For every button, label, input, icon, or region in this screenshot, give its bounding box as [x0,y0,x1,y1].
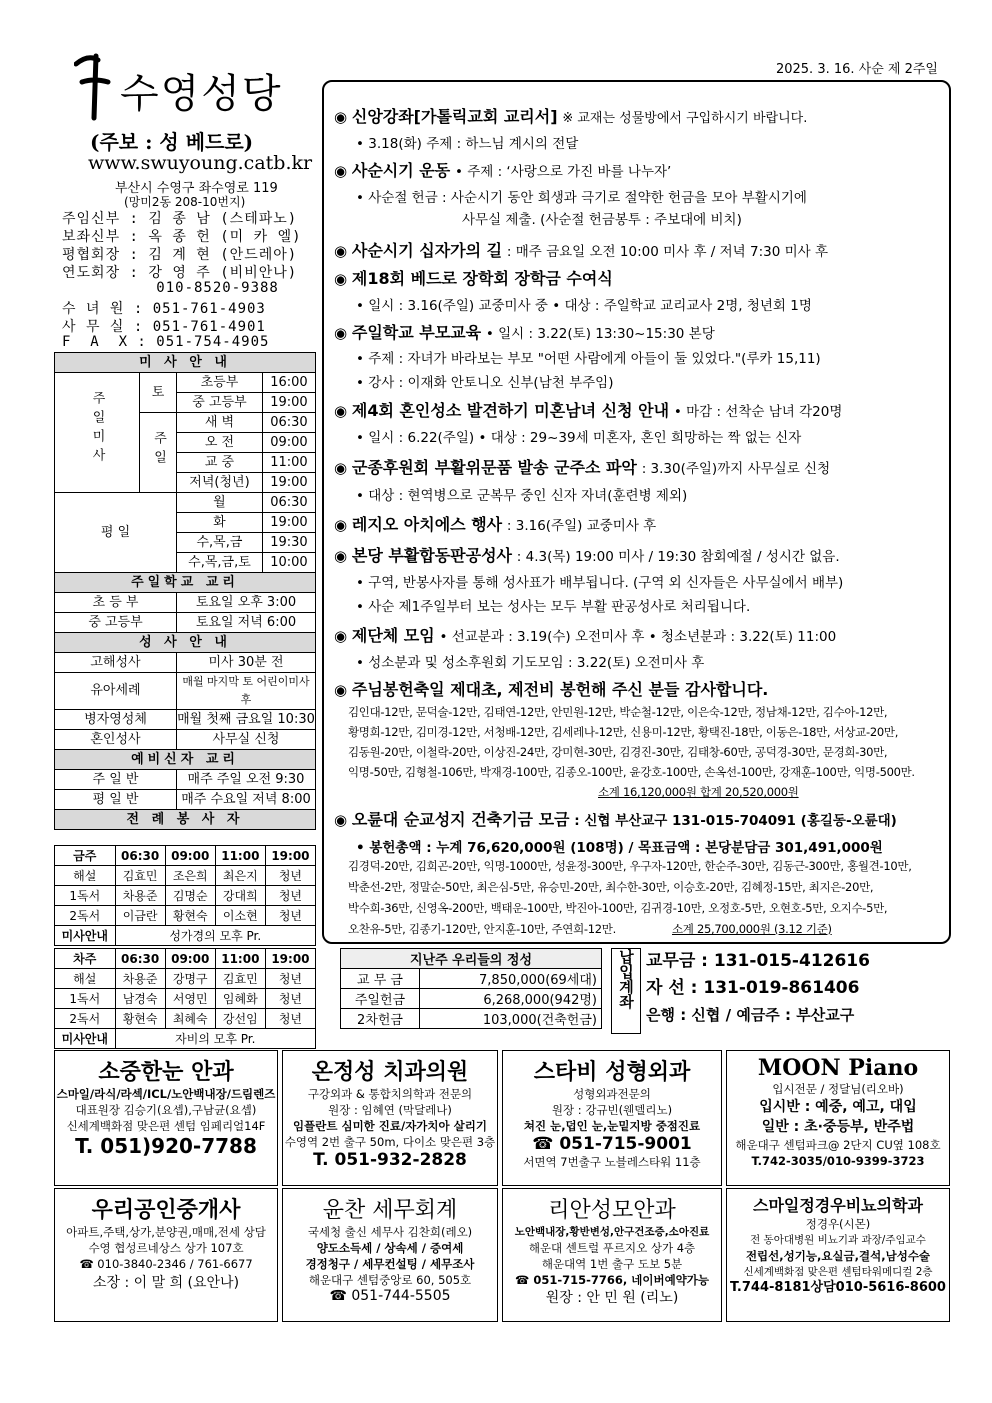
ad-line: 성형외과전문의 [573,1087,651,1101]
server-cell: 해설 [55,969,116,989]
mass-time: 06:30 [262,413,315,433]
ad-title: 소중한눈 안과 [98,1060,234,1085]
server-cell: 차주 [55,949,116,969]
server-cell: 강명구 [165,969,215,989]
ad-line: 양도소득세 / 상속세 / 증여세 [316,1241,464,1255]
ad-eye-clinic-2[interactable] [502,1188,722,1322]
server-cell: 청년 [265,886,315,906]
server-cell: 청년 [265,969,315,989]
server-cell: 이소현 [215,906,265,926]
sacrament-name: 고해성사 [55,653,177,673]
class-name: 초 등 부 [55,593,177,613]
ad-line: 원장 : 강규빈(웬델리노) [551,1103,673,1117]
announcement-detail: • 강사 : 이재화 안토니오 신부(남천 부주임) [356,375,614,391]
announcement: ◉ 신앙강좌[가톨릭교회 교리서] ※ 교재는 성물방에서 구입하시기 바랍니다. [334,107,808,126]
announcement-detail: • 일시 : 6.22(주일) • 대상 : 29~39세 미혼자, 혼인 희망하는 짝 없는 신자 [356,430,802,446]
ad-urology[interactable] [726,1188,950,1322]
announcement-detail: • 구역, 반봉사자를 통해 성사표가 배부됩니다. (구역 외 신자들은 사무실에서 배부) [356,575,844,591]
announcement: ◉ 주님봉헌축일 제대초, 제전비 봉헌해 주신 분들 감사합니다. [334,680,769,699]
mass-time: 09:00 [262,433,315,453]
donation-subtotal: 소계 16,120,000원 합계 20,520,000원 [598,785,799,799]
announcement: ◉ 레지오 아치에스 행사 : 3.16(주일) 교중미사 후 [334,515,657,534]
offering-name: 2차헌금 [341,1009,420,1029]
announcement-detail: • 성소분과 및 성소후원회 기도모임 : 3.22(토) 오전미사 후 [356,655,705,671]
class-name: 평 일 반 [55,790,177,810]
ad-line: 해운대구 센텀중앙로 60, 505호 [308,1273,472,1287]
server-cell: 1독서 [55,886,116,906]
donor-list-line: 오찬유-5만, 김종기-120만, 안지훈-10만, 주연희-12만. [348,922,616,936]
mass-time: 11:00 [262,453,315,473]
class-name: 주 일 반 [55,770,177,790]
mass-time: 10:00 [262,553,315,573]
ad-line: ☎ 051-715-7766, 네이버예약가능 [514,1273,710,1287]
announcement-detail: 사무실 제출. (사순절 헌금봉투 : 주보대에 비치) [462,212,742,228]
ad-line: 소장 : 이 말 희 (요안나) [92,1275,240,1291]
donor-list-line: 김인대-12만, 문덕술-12만, 김태연-12만, 안민원-12만, 박순철-12만, 이은숙-12만, 정남채-12만, 김수아-12만, [348,705,888,719]
sacrament-time: 미사 30분 전 [177,653,316,673]
ad-line: 임플란트 심미한 진료/자가치아 살리기 [293,1119,487,1133]
ad-line: 대표원장 김승기(요셉),구남균(요셉) [75,1103,257,1117]
sunday-school-title: 주일학교 교리 [55,573,316,593]
sacrament-name: 유아세례 [55,673,177,710]
ad-line: 전립선,성기능,요실금,결석,남성수술 [745,1249,931,1263]
server-cell: 이금란 [115,906,165,926]
donor-list-line: 김동원-20만, 이철락-20만, 이상진-24만, 강미현-30만, 김경진-30만, 김태창-60만, 공덕경-30만, 문경희-30만, [348,745,888,759]
announcement: ◉ 오륜대 순교성지 건축기금 모금 : 신협 부산교구 131-015-704091 (홍길동-오륜대) [334,810,897,829]
announcement-detail: • 일시 : 3.16(주일) 교중미사 중 • 대상 : 주일학교 교리교사 2명, 청년회 1명 [356,298,812,314]
ad-phone: T.744-8181상담010-5616-8600 [730,1280,946,1295]
server-cell: 미사안내 [55,926,116,946]
mass-name: 교 중 [177,453,263,473]
server-cell: 최은지 [215,866,265,886]
announcement-detail: • 사순절 헌금 : 사순시기 동안 희생과 극기로 절약한 헌금을 모아 부활시기에 [356,190,807,206]
server-cell: 자비의 모후 Pr. [115,1029,315,1049]
mass-name: 화 [177,513,263,533]
ad-plastic-surgery[interactable] [502,1050,722,1186]
ad-line: 신세계백화점 맞은편 센텀타워메디컬 2층 [743,1266,933,1278]
donor-list-line: 김경덕-20만, 김희곤-20만, 익명-1000만, 성윤정-300만, 우구자-120만, 한순주-30만, 김동근-300만, 홍월견-10만, [348,859,912,873]
offering-name: 교 무 금 [341,969,420,989]
server-cell: 청년 [265,866,315,886]
mass-name: 오 전 [177,433,263,453]
ad-line: 일반 : 초·중등부, 반주법 [761,1119,915,1135]
server-cell: 차용준 [115,886,165,906]
staff-line: 사 무 실 : 051-761-4901 [62,319,266,335]
class-time: 토요일 오후 3:00 [177,593,316,613]
announcement: ◉ 사순시기 운동 • 주제 : ‘사랑으로 가진 바를 나누자’ [334,161,672,180]
offering-amount: 7,850,000(69세대) [420,969,602,989]
server-cell: 성가경의 모후 Pr. [115,926,315,946]
ad-title: 스타비 성형외과 [533,1060,691,1085]
sacrament-time: 사무실 신청 [177,730,316,750]
staff-line: 수 녀 원 : 051-761-4903 [62,301,266,317]
server-cell: 서영민 [165,989,215,1009]
server-cell: 2독서 [55,1009,116,1029]
sacraments-title: 성 사 안 내 [55,633,316,653]
donor-list-line: 황명희-12만, 김미경-12만, 서청배-12만, 김세레나-12만, 신용미-12만, 황택진-18만, 이동은-18만, 서상교-20만, [348,725,899,739]
ad-line: 아파트,주택,상가,분양권,매매,전세 상담 [66,1225,266,1239]
server-cell: 김효민 [115,866,165,886]
weekday-label: 평 일 [55,493,177,573]
ad-eye-clinic[interactable] [54,1050,278,1186]
server-cell: 09:00 [165,949,215,969]
ad-phone: T. 051)920-7788 [75,1134,257,1158]
server-cell: 1독서 [55,989,116,1009]
ad-line: 정경우(시몬) [805,1217,871,1231]
mass-name: 저녁(청년) [177,473,263,493]
ad-title: 윤찬 세무회계 [322,1198,458,1223]
ad-phone: T.742-3035/010-9399-3723 [751,1154,925,1168]
mass-time: 16:00 [262,373,315,393]
announcement: ◉ 본당 부활합동판공성사 : 4.3(목) 19:00 미사 / 19:30 참회예절 / 성시간 없음. [334,546,840,565]
staff-line: 보좌신부 : 옥 종 헌 (미 카 엘) [62,229,302,245]
website-link[interactable]: www.swuyoung.catb.kr [88,152,313,174]
mass-time: 19:30 [262,533,315,553]
server-cell: 미사안내 [55,1029,116,1049]
account-label: 납입계좌 [611,948,641,1034]
servers-title: 전 례 봉 사 자 [55,810,316,830]
account-line: 자 선 : 131-019-861406 [646,978,860,998]
sacrament-name: 병자영성체 [55,710,177,730]
offering-title: 지난주 우리들의 정성 [341,949,602,969]
ad-line: 전 동아대병원 비뇨기과 과장/주임교수 [750,1234,926,1246]
staff-line: 010-8520-9388 [62,280,279,296]
server-cell: 남경숙 [115,989,165,1009]
ad-line: 원장 : 임혜연 (막달레나) [328,1103,452,1117]
mass-name: 월 [177,493,263,513]
ad-title: 리안성모안과 [548,1198,676,1223]
parish-logo-text: 수영성당 [120,71,283,117]
ad-line: 입시전문 / 정달님(리오바) [772,1082,904,1096]
bulletin-name: (주보 : 성 베드로) [90,130,254,154]
ad-line: 신세계백화점 맞은편 센텀 임페리얼14F [66,1119,266,1133]
address-detail: (망미2동 208-10번지) [124,195,246,209]
ad-line: 서면역 7번출구 노블레스타워 11층 [523,1155,701,1169]
class-time: 매주 수요일 저녁 8:00 [177,790,316,810]
mass-name: 중 고등부 [177,393,263,413]
ad-phone: ☎ 051-715-9001 [532,1134,692,1154]
announcement-detail: • 사순 제1주일부터 보는 성사는 모두 부활 판공성사로 처리됩니다. [356,599,751,615]
ad-line: 해운대구 센텀파크@ 2단지 CU옆 108호 [735,1138,941,1152]
mass-name: 초등부 [177,373,263,393]
server-cell: 강선임 [215,1009,265,1029]
donor-list-line: 박수희-36만, 신영옥-200만, 백태운-100만, 박진아-100만, 김귀경-10만, 오정호-5만, 오현호-5만, 오지수-5만, [348,901,888,915]
staff-line: 연도회장 : 강 영 주 (비비안나) [62,265,298,281]
class-time: 매주 주일 오전 9:30 [177,770,316,790]
ad-line: 구강외과 & 통합치의학과 전문의 [307,1087,473,1101]
donation-subtotal: 소계 25,700,000원 (3.12 기준) [672,922,832,936]
staff-line: 주임신부 : 김 종 남 (스테파노) [62,211,298,227]
account-list [646,948,922,1032]
mass-title: 미 사 안 내 [55,353,316,373]
ad-line: 노안백내장,황반변성,안구건조증,소아진료 [514,1226,710,1238]
server-cell: 김효민 [215,969,265,989]
ad-line: ☎ 010-3840-2346 / 761-6677 [79,1257,253,1271]
ad-title: 온정성 치과의원 [311,1060,469,1085]
offering-name: 주일헌금 [341,989,420,1009]
server-cell: 김명순 [165,886,215,906]
server-cell: 19:00 [265,949,315,969]
announcement-detail: • 주제 : 자녀가 바라보는 부모 "어떤 사람에게 아들이 둘 있었다."(루카 15,11) [356,351,821,367]
ad-line: 수영 협성르네상스 상가 107호 [88,1241,244,1255]
server-cell: 조은희 [165,866,215,886]
announcement: ◉ 주일학교 부모교육 • 일시 : 3.22(토) 13:30~15:30 본당 [334,323,715,342]
server-cell: 06:30 [115,949,165,969]
mass-time: 06:30 [262,493,315,513]
donor-list-line: 익명-50만, 김형철-106만, 박재경-100만, 김종오-100만, 윤강호-100만, 손옥선-100만, 강재훈-100만, 익명-500만. [348,765,915,779]
ad-title: 우리공인중개사 [91,1197,241,1223]
server-cell: 청년 [265,989,315,1009]
saturday-label: 토 [140,373,177,413]
class-name: 중 고등부 [55,613,177,633]
sacrament-name: 혼인성사 [55,730,177,750]
staff-line: F A X : 051-754-4905 [62,334,270,350]
announcement: ◉ 사순시기 십자가의 길 : 매주 금요일 오전 10:00 미사 후 / 저녁 7:30 미사 후 [334,241,829,260]
ad-line: 해운대역 1번 출구 도보 5분 [541,1257,683,1271]
announcement: ◉ 제단체 모임 • 선교분과 : 3.19(수) 오전미사 후 • 청소년분과 : 3.22(토) 11:00 [334,626,837,645]
server-cell: 최혜숙 [165,1009,215,1029]
catechumen-title: 예비신자 교리 [55,750,316,770]
mass-name: 수,목,금,토 [177,553,263,573]
issue-date: 2025. 3. 16. 사순 제 2주일 [775,62,938,77]
announcement: ◉ 제18회 베드로 장학회 장학금 수여식 [334,269,613,288]
ad-line: 경정청구 / 세무컨설팅 / 세무조사 [305,1257,475,1271]
ad-line: 스마일/라식/라섹/ICL/노안백내장/드림렌즈 [56,1087,276,1101]
server-cell: 청년 [265,906,315,926]
sunday-label: 주일 [140,413,177,493]
offering-amount: 103,000(건축헌금) [420,1009,602,1029]
church-logo-icon [74,52,112,122]
ad-line: 수영역 2번 출구 50m, 다이소 맞은편 3층 [284,1135,496,1149]
server-cell: 11:00 [215,846,265,866]
server-cell: 청년 [265,1009,315,1029]
mass-time: 19:00 [262,513,315,533]
class-time: 토요일 저녁 6:00 [177,613,316,633]
announcement-detail: • 3.18(화) 주제 : 하느님 계시의 전달 [356,136,579,152]
sacrament-time: 매월 마지막 토 어린이미사 후 [177,673,316,710]
address: 부산시 수영구 좌수영로 119 [115,181,278,196]
mass-time: 19:00 [262,473,315,493]
server-cell: 해설 [55,866,116,886]
staff-line: 평협회장 : 김 계 현 (안드레아) [62,247,298,263]
server-cell: 09:00 [165,846,215,866]
server-cell: 금주 [55,846,116,866]
mass-name: 새 벽 [177,413,263,433]
ad-title: 스마일정경우비뇨의학과 [752,1196,924,1215]
server-cell: 06:30 [115,846,165,866]
account-line: 은행 : 신협 / 예금주 : 부산교구 [646,1006,855,1024]
server-cell: 임혜화 [215,989,265,1009]
ad-line: 입시반 : 예중, 예고, 대입 [759,1099,917,1115]
server-cell: 강대희 [215,886,265,906]
ad-piano[interactable] [726,1050,950,1186]
ad-line: 쳐진 눈,덥인 눈,눈밑지방 중점진료 [523,1119,701,1133]
server-cell: 19:00 [265,846,315,866]
announcement: ◉ 제4회 혼인성소 발견하기 미혼남녀 신청 안내 • 마감 : 선착순 남녀 각20명 [334,401,843,420]
server-cell: 차용준 [115,969,165,989]
ad-title: MOON Piano [757,1055,919,1081]
announcement: ◉ 군종후원회 부활위문품 발송 군주소 파악 : 3.30(주일)까지 사무실로 신청 [334,458,831,477]
sacrament-time: 매월 첫째 금요일 10:30 [177,710,316,730]
ad-phone: T. 051-932-2828 [313,1150,467,1170]
servers-table-next-week [54,948,316,1049]
ad-line: 원장 : 안 민 원 (리노) [545,1290,679,1306]
ad-tax-office[interactable] [282,1188,498,1322]
sunday-mass-label: 주일미사 [55,373,140,493]
offering-amount: 6,268,000(942명) [420,989,602,1009]
mass-time: 19:00 [262,393,315,413]
ad-phone: ☎ 051-744-5505 [329,1288,451,1304]
announcement-detail: • 봉헌총액 : 누계 76,620,000원 (108명) / 목표금액 : 본당분담금 301,491,000원 [356,840,883,856]
account-line: 교무금 : 131-015-412616 [646,951,870,971]
donor-list-line: 박춘선-2만, 정말순-50만, 최은심-5만, 유승민-20만, 최수한-30만, 이승호-20만, 김혜정-15만, 최지은-20만, [348,880,874,894]
announcement-detail: • 대상 : 현역병으로 군복무 중인 신자 자녀(훈련병 제외) [356,488,688,504]
offering-table [340,948,606,1032]
ad-line: 해운대 센트럴 푸르지오 상가 4층 [528,1241,696,1255]
servers-table-this-week [54,845,316,946]
server-cell: 황현숙 [115,1009,165,1029]
schedule-table [54,352,316,830]
mass-name: 수,목,금 [177,533,263,553]
ad-dental-clinic[interactable] [282,1050,498,1186]
ad-line: 국세청 출신 세무사 김찬희(레오) [307,1225,473,1239]
server-cell: 2독서 [55,906,116,926]
server-cell: 황현숙 [165,906,215,926]
server-cell: 11:00 [215,949,265,969]
ad-real-estate[interactable] [54,1188,278,1322]
